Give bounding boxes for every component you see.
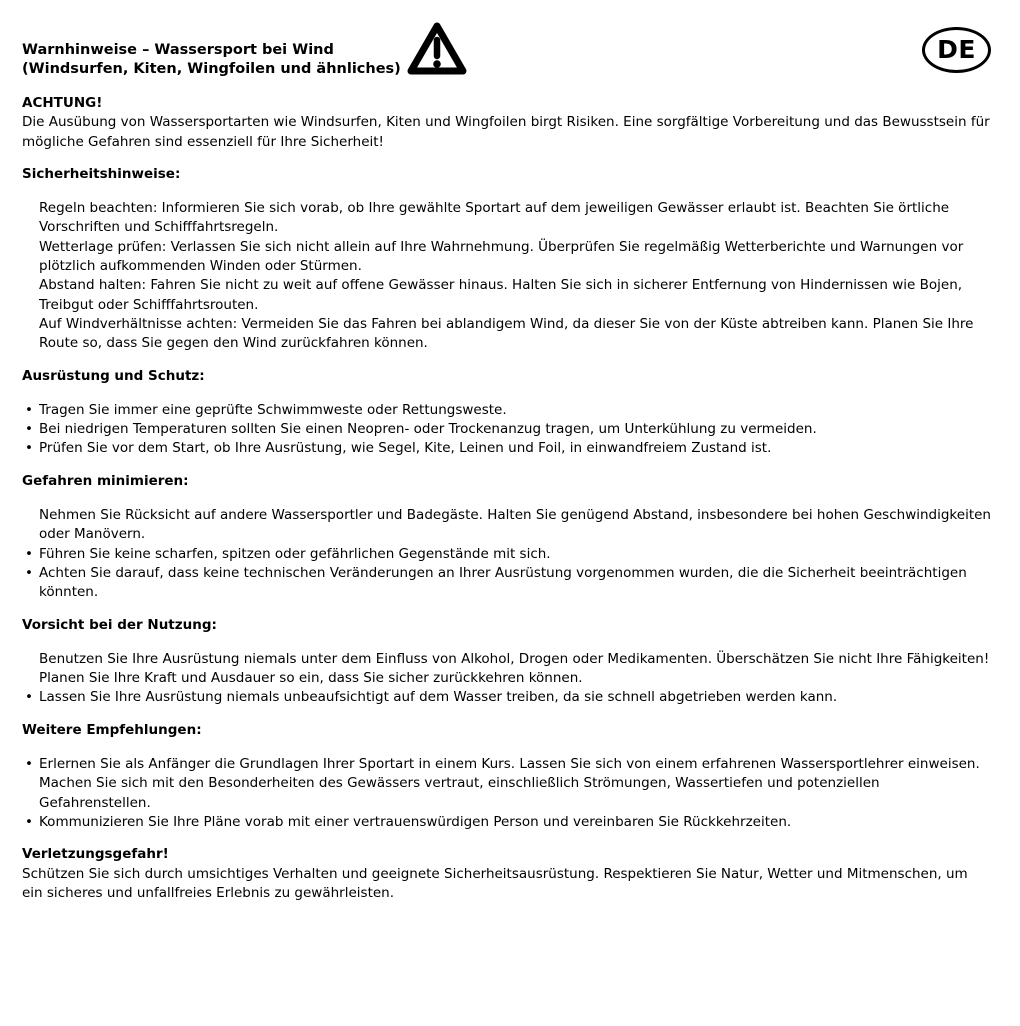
text-block (22, 276, 992, 315)
section-items (22, 401, 992, 459)
item-text: Achten Sie darauf, dass keine technischen Veränderungen an Ihrer Ausrüstung vorgenommen wurden, die die Sicherheit beeinträchtigen könnten. (39, 564, 967, 601)
document-header (22, 20, 992, 78)
section (22, 845, 992, 903)
section-heading: Vorsicht bei der Nutzung: (22, 616, 217, 633)
bullet-item (22, 564, 992, 603)
section (22, 94, 992, 152)
bullet-icon: • (25, 421, 33, 438)
section-heading: Sicherheitshinweise: (22, 165, 181, 182)
text-block (22, 238, 992, 277)
item-text: Bei niedrigen Temperaturen sollten Sie einen Neopren- oder Trockenanzug tragen, um Unterkühlung zu vermeiden. (39, 421, 817, 438)
bullet-icon: • (25, 689, 33, 706)
section-heading: Verletzungsgefahr! (22, 846, 169, 863)
page-title (22, 41, 401, 78)
text-block (22, 315, 992, 354)
section-items (22, 650, 992, 708)
bullet-item (22, 813, 992, 832)
section (22, 616, 992, 708)
item-text: Die Ausübung von Wassersportarten wie Windsurfen, Kiten und Wingfoilen birgt Risiken. Eine sorgfältige Vorbereitung und das Bewusstsein für mögliche Gefahren sind essenziell für Ihre Sicherheit! (22, 114, 990, 150)
bullet-item (22, 401, 992, 420)
bullet-icon: • (25, 545, 33, 562)
item-text: Erlernen Sie als Anfänger die Grundlagen Ihrer Sportart in einem Kurs. Lassen Sie sich von einem erfahrenen Wassersportlehrer einweisen. (39, 756, 980, 773)
item-text: Lassen Sie Ihre Ausrüstung niemals unbeaufsichtigt auf dem Wasser treiben, da sie schnell abgetrieben werden kann. (39, 689, 838, 706)
item-text: Regeln beachten: Informieren Sie sich vorab, ob Ihre gewählte Sportart auf dem jeweiligen Gewässer erlaubt ist. Beachten Sie örtliche Vorschriften und Schifffahrtsregeln. (39, 200, 950, 236)
section (22, 367, 992, 459)
section-heading: Weitere Empfehlungen: (22, 721, 202, 738)
item-text: Auf Windverhältnisse achten: Vermeiden Sie das Fahren bei ablandigem Wind, da dieser Sie von der Küste abtreiben kann. Planen Sie Ihre Route so, dass Sie gegen den Wind zurückfahren können. (39, 315, 974, 352)
bullet-item (22, 688, 992, 707)
section-items (22, 199, 992, 353)
warning-triangle-icon (406, 20, 468, 78)
item-text: Nehmen Sie Rücksicht auf andere Wassersportler und Badegäste. Halten Sie genügend Abstand, insbesondere bei hohen Geschwindigkeiten oder Manövern. (39, 507, 991, 543)
section-heading: Ausrüstung und Schutz: (22, 367, 205, 384)
page-title-line2: (Windsurfen, Kiten, Wingfoilen und ähnliches) (22, 60, 401, 77)
section (22, 721, 992, 832)
item-text: Prüfen Sie vor dem Start, ob Ihre Ausrüstung, wie Segel, Kite, Leinen und Foil, in einwandfreiem Zustand ist. (39, 440, 772, 457)
item-text: Schützen Sie sich durch umsichtiges Verhalten und geeignete Sicherheitsausrüstung. Respektieren Sie Natur, Wetter und Mitmenschen, um ein sicheres und unfallfreies Erlebnis zu gewährleisten. (22, 865, 968, 901)
language-badge: DE (922, 27, 991, 73)
item-text: Tragen Sie immer eine geprüfte Schwimmweste oder Rettungsweste. (39, 401, 507, 418)
bullet-item (22, 755, 992, 774)
text-block (22, 650, 992, 689)
section-items (22, 755, 992, 832)
text-block (22, 865, 992, 904)
item-text: Machen Sie sich mit den Besonderheiten des Gewässers vertraut, einschließlich Strömungen, Wassertiefen und potenziellen Gefahrenstellen. (39, 775, 880, 811)
section (22, 472, 992, 603)
item-text: Kommunizieren Sie Ihre Pläne vorab mit einer vertrauenswürdigen Person und vereinbaren Sie Rückkehrzeiten. (39, 813, 792, 830)
bullet-icon: • (25, 756, 33, 773)
text-block (22, 199, 992, 238)
bullet-icon: • (25, 564, 33, 581)
section-items (22, 113, 992, 152)
text-block (22, 113, 992, 152)
item-text: Wetterlage prüfen: Verlassen Sie sich nicht allein auf Ihre Wahrnehmung. Überprüfen Sie regelmäßig Wetterberichte und Warnungen vor plötzlich aufkommenden Winden oder Stürmen. (39, 238, 964, 275)
section-heading: Gefahren minimieren: (22, 472, 189, 489)
section-items (22, 506, 992, 602)
item-text: Führen Sie keine scharfen, spitzen oder gefährlichen Gegenstände mit sich. (39, 545, 551, 562)
page-title-line1: Warnhinweise – Wassersport bei Wind (22, 42, 334, 58)
bullet-item (22, 420, 992, 439)
section-heading: ACHTUNG! (22, 95, 103, 111)
bullet-item (22, 439, 992, 458)
text-block (22, 774, 992, 813)
bullet-icon: • (25, 440, 33, 457)
section (22, 165, 992, 354)
bullet-icon: • (25, 813, 33, 830)
bullet-item (22, 545, 992, 564)
text-block (22, 506, 992, 545)
bullet-icon: • (25, 401, 33, 418)
section-items (22, 865, 992, 904)
item-text: Benutzen Sie Ihre Ausrüstung niemals unter dem Einfluss von Alkohol, Drogen oder Medikamenten. Überschätzen Sie nicht Ihre Fähigkeiten! Planen Sie Ihre Kraft und Ausdauer so ein, dass Sie sicher zurückkehren können. (39, 650, 990, 687)
document-body (22, 94, 992, 903)
item-text: Abstand halten: Fahren Sie nicht zu weit auf offene Gewässer hinaus. Halten Sie sich in sicherer Entfernung von Hindernissen wie Bojen, Treibgut oder Schifffahrtsrouten. (39, 277, 963, 313)
